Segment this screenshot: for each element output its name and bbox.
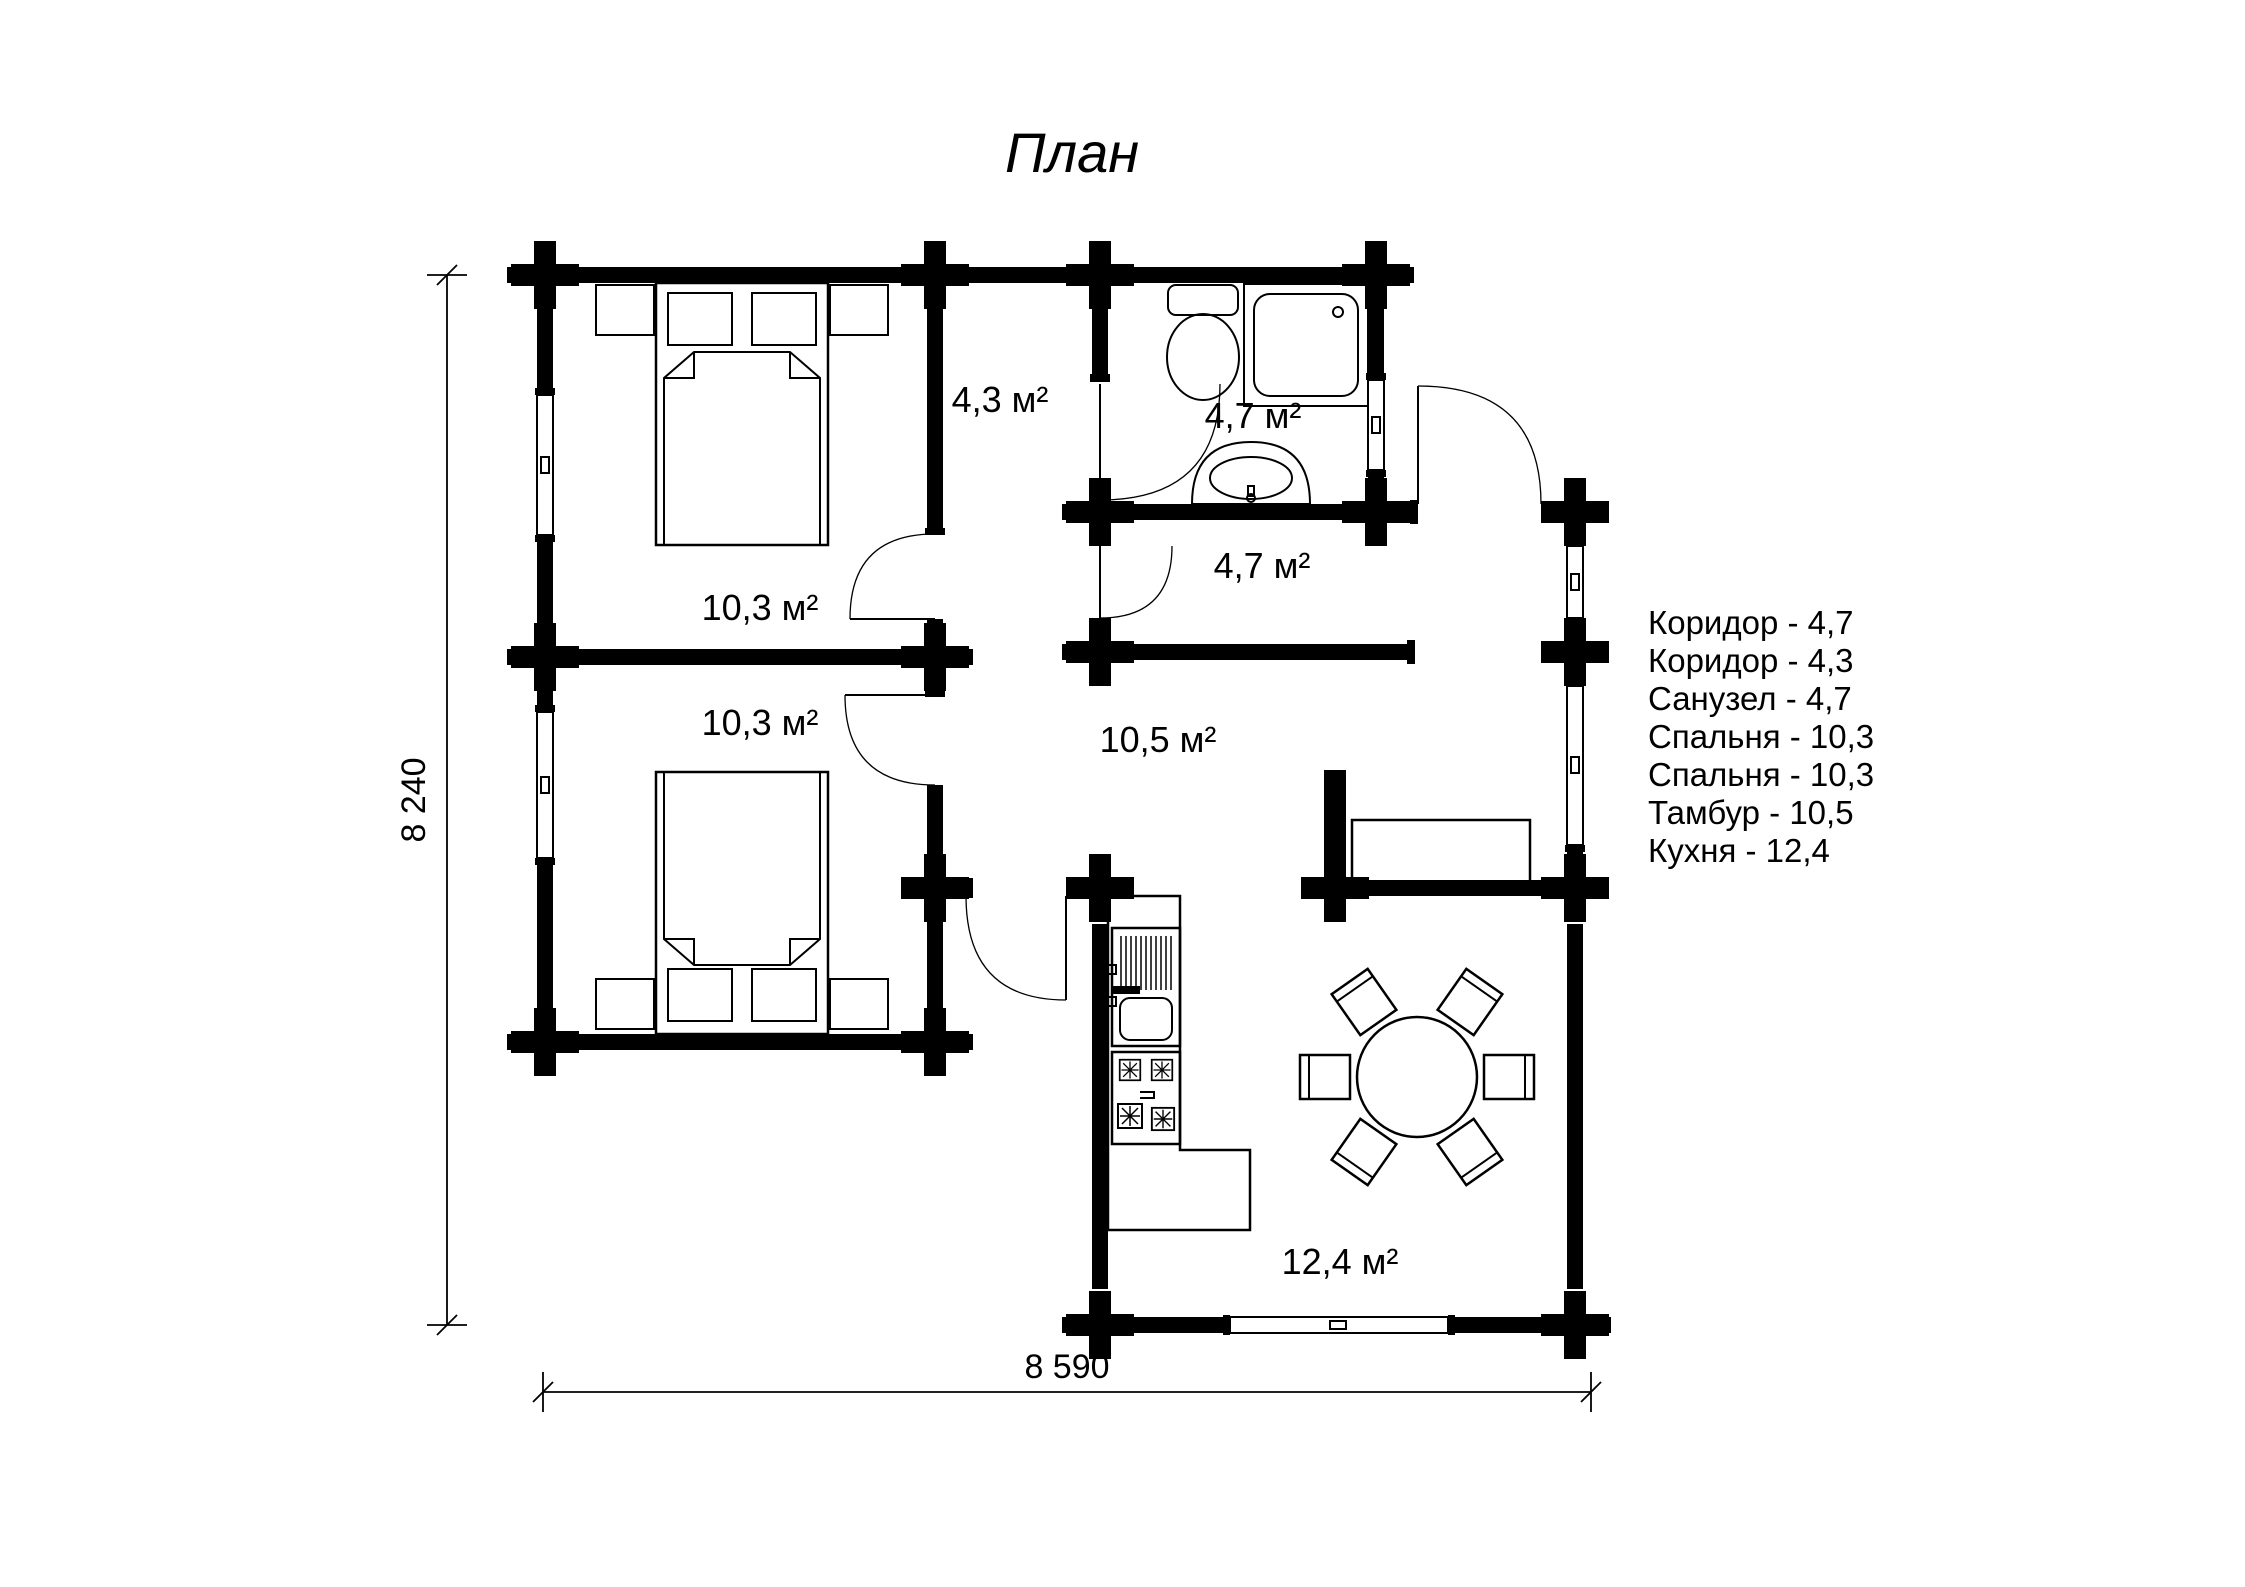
dining-table	[1300, 969, 1534, 1185]
door-bedroom-2	[845, 695, 935, 785]
legend-item: Спальня - 10,3	[1648, 756, 1875, 793]
label-corridor-mid: 4,7 м²	[1213, 545, 1311, 586]
wall-cap	[1410, 500, 1418, 524]
dimension-vertical	[395, 265, 467, 1335]
sink-bathroom	[1192, 442, 1310, 504]
burner	[1152, 1060, 1173, 1081]
drainer-hatch	[1121, 936, 1171, 990]
legend-item: Спальня - 10,3	[1648, 718, 1875, 755]
label-bedroom-2: 10,3 м²	[701, 702, 819, 743]
dimension-horizontal	[533, 1348, 1601, 1412]
burner	[1152, 1108, 1174, 1130]
log-end	[901, 1008, 969, 1076]
legend-item: Кухня - 12,4	[1648, 832, 1830, 869]
walls	[507, 267, 1611, 1333]
table-top	[1357, 1017, 1477, 1137]
log-end	[1066, 618, 1134, 686]
log-end	[511, 1008, 579, 1076]
wall-cap	[1090, 374, 1110, 382]
log-end	[901, 241, 969, 309]
bed-1	[656, 283, 828, 545]
log-end	[511, 241, 579, 309]
page-title: План	[1004, 121, 1140, 184]
kitchen-counter	[1108, 896, 1250, 1230]
window-tambour-lower	[1565, 679, 1585, 852]
burner	[1120, 1060, 1141, 1081]
log-end	[901, 623, 969, 691]
legend-item: Санузел - 4,7	[1648, 680, 1852, 717]
label-bedroom-1: 10,3 м²	[701, 587, 819, 628]
label-bathroom: 4,7 м²	[1204, 395, 1302, 436]
dimension-width-label: 8 590	[1024, 1348, 1110, 1386]
bench	[1352, 820, 1530, 882]
log-end	[901, 854, 969, 922]
doors	[845, 384, 1541, 1000]
kitchen-sink-unit	[1108, 928, 1180, 1046]
log-end	[1541, 1291, 1609, 1359]
shower-cabin	[1244, 284, 1368, 406]
log-end	[1342, 478, 1410, 546]
log-end	[1301, 854, 1369, 922]
log-end	[1066, 854, 1134, 922]
windows	[535, 373, 1585, 1335]
log-end	[1541, 618, 1609, 686]
log-end	[1066, 241, 1134, 309]
wall-segment	[1092, 924, 1108, 1289]
bed-2	[656, 772, 828, 1034]
window-tambour-upper	[1567, 546, 1583, 618]
door-corridor	[1100, 546, 1172, 618]
wall-segment	[1567, 924, 1583, 1289]
log-end	[511, 623, 579, 691]
window-kitchen	[1223, 1315, 1455, 1335]
chair	[1484, 1055, 1534, 1099]
legend-item: Тамбур - 10,5	[1648, 794, 1854, 831]
legend-item: Коридор - 4,3	[1648, 642, 1854, 679]
wall-cap	[1407, 640, 1415, 664]
log-end	[1541, 478, 1609, 546]
burner	[1118, 1104, 1142, 1128]
nightstands-bed-2	[596, 979, 888, 1029]
label-kitchen: 12,4 м²	[1281, 1241, 1399, 1282]
toilet	[1167, 285, 1239, 400]
door-back	[966, 896, 1066, 1000]
label-corridor-top: 4,3 м²	[951, 379, 1049, 420]
label-tambour: 10,5 м²	[1099, 719, 1217, 760]
window-bedroom-1	[535, 388, 555, 542]
log-end	[1541, 854, 1609, 922]
door-entrance	[1418, 386, 1541, 504]
legend	[1648, 604, 1874, 869]
legend-item: Коридор - 4,7	[1648, 604, 1854, 641]
nightstands-bed-1	[596, 285, 888, 335]
log-end-crosses	[511, 241, 1609, 1359]
stove	[1112, 1052, 1180, 1144]
door-bedroom-1	[850, 534, 935, 619]
chair	[1300, 1055, 1350, 1099]
door-bathroom	[1100, 384, 1220, 500]
dimension-height-label: 8 240	[395, 757, 433, 843]
window-bedroom-2	[535, 705, 555, 865]
